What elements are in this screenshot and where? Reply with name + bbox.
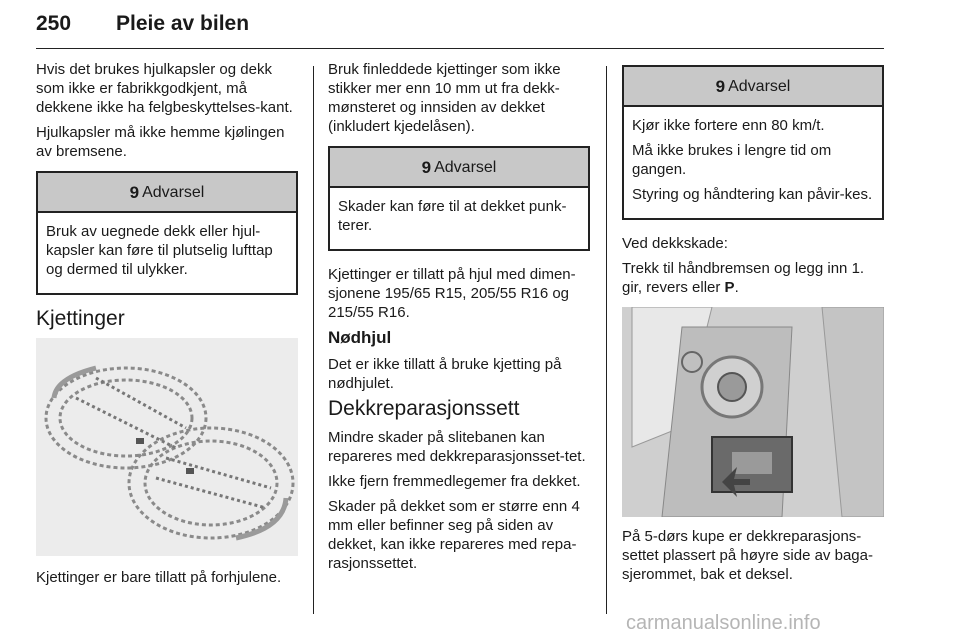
warning-text: Styring og håndtering kan påvir-kes. [632,186,873,203]
paragraph: Skader på dekket som er større enn 4 mm eller befinner seg på siden av dekket, kan ikke repareres med repa-rasjonssettet. [328,498,580,572]
warning-icon: 9 [129,182,140,202]
warning-text: Må ikke brukes i lengre tid om gangen. [632,142,832,178]
column-divider [313,66,314,614]
snow-chains-illustration [36,338,298,556]
warning-text: Skader kan føre til at dekket punk-terer. [338,198,567,234]
warning-text: Bruk av uegnede dekk eller hjul-kapsler kan føre til plutselig lufttap og dermed til ulykker. [46,223,273,278]
column-divider [606,66,607,614]
warning-header [624,67,882,107]
warning-icon: 9 [421,157,432,177]
page-number: 250 [36,12,72,35]
warning-box [328,146,590,251]
paragraph: Mindre skader på slitebanen kan repareres med dekkreparasjonsset-tet. [328,429,586,465]
column-1 [36,60,298,593]
paragraph: På 5-dørs kupe er dekkreparasjons-settet plassert på høyre side av baga-sjerommet, bak et deksel. [622,528,873,583]
paragraph: Kjettinger er tillatt på hjul med dimen-sjonene 195/65 R15, 205/55 R16 og 215/55 R16. [328,266,576,321]
paragraph: Det er ikke tillatt å bruke kjetting på nødhjulet. [328,356,562,392]
warning-title: Advarsel [728,77,791,95]
warning-text: Kjør ikke fortere enn 80 km/t. [632,117,825,134]
paragraph: Hjulkapsler må ikke hemme kjølingen av bremsene. [36,124,285,160]
warning-header [38,173,296,213]
paragraph: Ikke fjern fremmedlegemer fra dekket. [328,473,581,490]
column-3 [622,60,884,590]
subheading: Nødhjul [328,328,392,347]
paragraph: Ved dekkskade: [622,235,728,252]
page-title: Pleie av bilen [116,12,250,35]
warning-title: Advarsel [142,183,205,201]
warning-icon: 9 [715,76,726,96]
trunk-repair-kit-illustration [622,307,884,517]
watermark: carmanualsonline.info [626,612,821,634]
gear-p-label: P [724,279,735,296]
warning-title: Advarsel [434,158,497,176]
warning-header [330,148,588,188]
figure-caption: Kjettinger er bare tillatt på forhjulene. [36,569,282,586]
paragraph: Bruk finleddede kjettinger som ikke stikker mer enn 10 mm ut fra dekk-mønsteret og innsiden av dekket (inkludert kjedelåsen). [328,61,561,135]
paragraph: Hvis det brukes hjulkapsler og dekk som ikke er fabrikkgodkjent, må dekkene ikke ha felgbeskyttelses-kant. [36,61,293,116]
page-header [36,6,884,46]
header-rule [36,48,884,49]
section-heading: Kjettinger [36,307,125,330]
paragraph: Trekk til håndbremsen og legg inn 1. gir, revers eller P. [622,260,865,296]
column-2 [328,60,590,579]
warning-box [622,65,884,220]
warning-box [36,171,298,295]
section-heading: Dekkreparasjonssett [328,397,520,420]
